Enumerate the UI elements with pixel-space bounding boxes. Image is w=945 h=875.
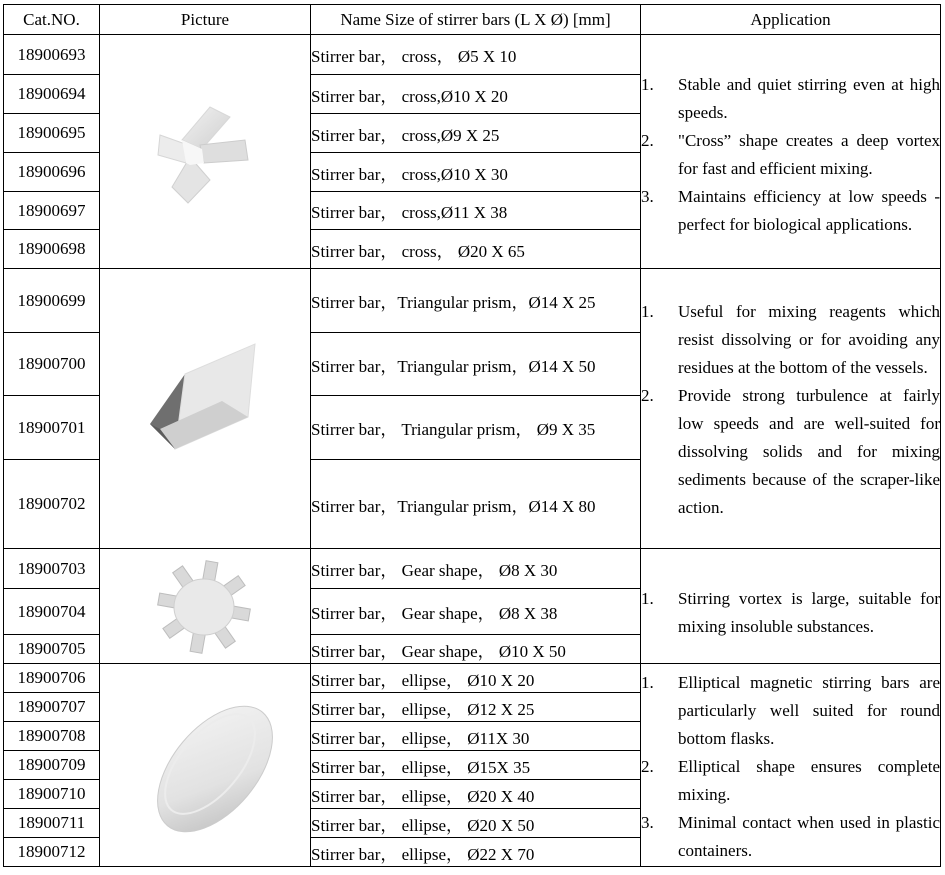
- application-item: 1. Elliptical magnetic stirring bars are particularly well suited for round bottom flasks.: [641, 672, 940, 748]
- cross-stirrer-bar-image: [120, 85, 270, 215]
- cat-no-cell: 18900703: [4, 549, 100, 589]
- application-cell-gear: [641, 549, 941, 664]
- name-size-cell: Stirrer bar，Triangular prism，Ø14 X 25: [311, 269, 641, 333]
- picture-ellipse: [100, 664, 311, 867]
- name-size-cell: Stirrer bar， ellipse， Ø11X 30: [311, 722, 641, 751]
- cat-no-cell: 18900707: [4, 693, 100, 722]
- name-size-cell: Stirrer bar， ellipse， Ø12 X 25: [311, 693, 641, 722]
- cat-no-cell: 18900698: [4, 230, 100, 269]
- application-cell-cross: [641, 35, 941, 269]
- name-size-cell: Stirrer bar， ellipse， Ø10 X 20: [311, 664, 641, 693]
- name-size-cell: Stirrer bar， Gear shape， Ø8 X 30: [311, 549, 641, 589]
- cat-no-cell: 18900708: [4, 722, 100, 751]
- stirrer-bar-table: [3, 4, 941, 867]
- cat-no-cell: 18900711: [4, 809, 100, 838]
- header-application: Application: [641, 5, 941, 35]
- name-size-cell: Stirrer bar， cross， Ø5 X 10: [311, 35, 641, 75]
- name-size-cell: Stirrer bar， cross,Ø11 X 38: [311, 192, 641, 230]
- application-cell-triangular-prism: [641, 269, 941, 549]
- header-name-size: Name Size of stirrer bars (L X Ø) [mm]: [311, 5, 641, 35]
- cat-no-cell: 18900701: [4, 396, 100, 460]
- cat-no-cell: 18900712: [4, 838, 100, 867]
- name-size-cell: Stirrer bar， Gear shape， Ø10 X 50: [311, 635, 641, 664]
- picture-gear: [100, 549, 311, 664]
- picture-cross: [100, 35, 311, 269]
- cat-no-cell: 18900695: [4, 114, 100, 153]
- name-size-cell: Stirrer bar， Triangular prism， Ø9 X 35: [311, 396, 641, 460]
- application-item: 2. "Cross” shape creates a deep vortex for fast and efficient mixing.: [641, 130, 940, 178]
- header-picture: Picture: [100, 5, 311, 35]
- table-row: [4, 549, 941, 589]
- table-row: [4, 269, 941, 333]
- cat-no-cell: 18900706: [4, 664, 100, 693]
- cat-no-cell: 18900704: [4, 589, 100, 635]
- cat-no-cell: 18900696: [4, 153, 100, 192]
- name-size-cell: Stirrer bar， Gear shape， Ø8 X 38: [311, 589, 641, 635]
- application-item: 1. Useful for mixing reagents which resist dissolving or for avoiding any residues at the bottom of the vessels.: [641, 301, 940, 377]
- application-item: 3. Maintains efficiency at low speeds -perfect for biological applications.: [641, 186, 940, 234]
- cat-no-cell: 18900702: [4, 460, 100, 549]
- name-size-cell: Stirrer bar， ellipse， Ø20 X 40: [311, 780, 641, 809]
- name-size-cell: Stirrer bar， ellipse， Ø20 X 50: [311, 809, 641, 838]
- cat-no-cell: 18900709: [4, 751, 100, 780]
- application-item: 2. Elliptical shape ensures complete mixing.: [641, 756, 940, 804]
- name-size-cell: Stirrer bar，Triangular prism，Ø14 X 80: [311, 460, 641, 549]
- name-size-cell: Stirrer bar， cross， Ø20 X 65: [311, 230, 641, 269]
- name-size-cell: Stirrer bar， cross,Ø10 X 20: [311, 75, 641, 114]
- cat-no-cell: 18900694: [4, 75, 100, 114]
- cat-no-cell: 18900693: [4, 35, 100, 75]
- application-item: 1. Stirring vortex is large, suitable for mixing insoluble substances.: [641, 589, 940, 636]
- cat-no-cell: 18900705: [4, 635, 100, 664]
- header-row: [4, 5, 941, 35]
- gear-stirrer-bar-image: [148, 559, 258, 659]
- triangular-prism-stirrer-bar-image: [130, 339, 300, 479]
- picture-triangular-prism: [100, 269, 311, 549]
- header-cat-no: Cat.NO.: [4, 5, 100, 35]
- name-size-cell: Stirrer bar，Triangular prism，Ø14 X 50: [311, 333, 641, 396]
- cat-no-cell: 18900700: [4, 333, 100, 396]
- name-size-cell: Stirrer bar， ellipse， Ø15X 35: [311, 751, 641, 780]
- ellipse-stirrer-bar-image: [140, 684, 290, 854]
- cat-no-cell: 18900699: [4, 269, 100, 333]
- name-size-cell: Stirrer bar， cross,Ø9 X 25: [311, 114, 641, 153]
- application-item: 2. Provide strong turbulence at fairly low speeds and are well-suited for dissolving solids and for mixing sediments because of the scraper-like action.: [641, 385, 940, 517]
- cat-no-cell: 18900710: [4, 780, 100, 809]
- table-row: [4, 664, 941, 693]
- table-row: [4, 35, 941, 75]
- application-item: 3. Minimal contact when used in plastic containers.: [641, 812, 940, 860]
- name-size-cell: Stirrer bar， ellipse， Ø22 X 70: [311, 838, 641, 867]
- cat-no-cell: 18900697: [4, 192, 100, 230]
- application-item: 1. Stable and quiet stirring even at high speeds.: [641, 74, 940, 122]
- name-size-cell: Stirrer bar， cross,Ø10 X 30: [311, 153, 641, 192]
- application-cell-ellipse: [641, 664, 941, 867]
